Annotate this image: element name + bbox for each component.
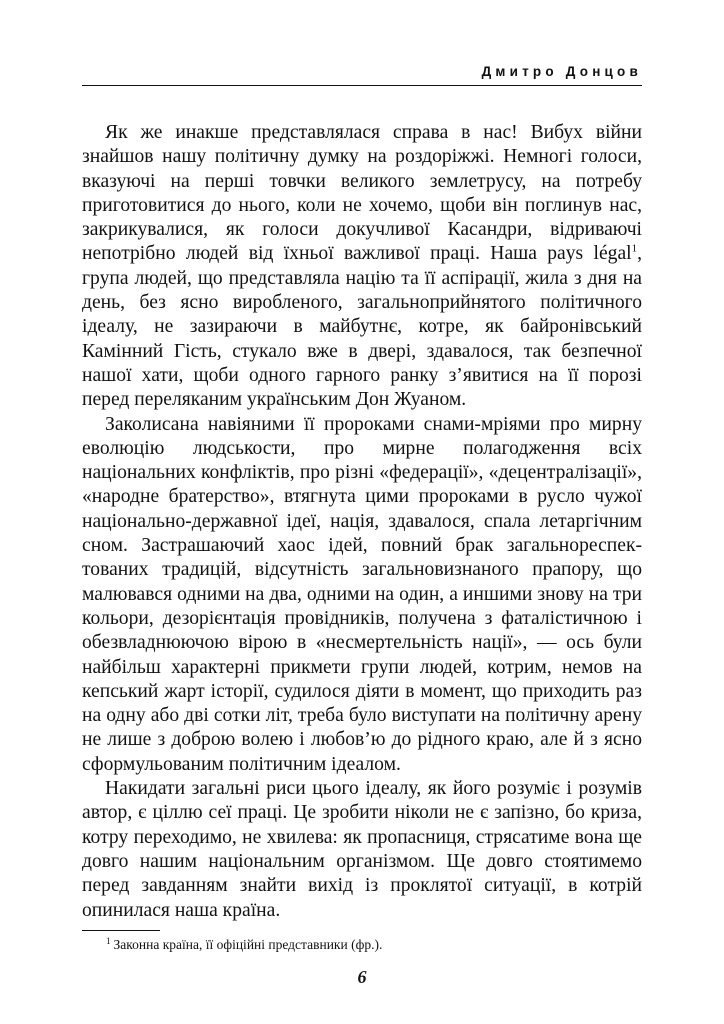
paragraph-1-text-b: , група людей, що представляла націю та її аспірації, жила з дня на день, без ясно виробленого, загальноприйнятого політичного ідеалу, не зазираючи в майбутнє, котре, як байронівський Камінний Гість, стукало вже в двері, здавалося, так безпечної нашої хати, щоби одного гарного ранку з’явитися на її порозі перед переляканим українським Дон Жуаном. [82,243,642,411]
footnote-mark: 1 [106,935,111,946]
footnote-reference: 1 [631,242,638,255]
running-head-author: Дмитро Донцов [481,64,642,79]
body-text [82,121,642,923]
paragraph-2-text-a: Заколисана навіяними її пророками снами-мріями про мирну еволюцію людськости, про мирне полагодження всіх національних конфліктів, про різні «федерації», «децентралізації», «народне братерство», втягнута цими пророками в русло чужої національно-державної ідеї, нація, здавалося, спала летаргічним сном. Застрашаючий хаос ідей, повний брак загальнореспек- [82,413,642,557]
footnote-rule [82,930,160,931]
footnote [106,936,636,954]
paragraph-3: Накидати загальні риси цього ідеалу, як його розуміє і розумів автор, є ціллю сеї праці. Це зробити ніколи не є запізно, бо криза, котру переходимо, не хвилева: як пропасниця, стрясатиме вона ще довго нашим національним організмом. Ще довго стоятимемо перед завданням знайти вихід із проклятої ситуації, в котрій опинилася наша країна. [82,778,642,921]
paragraph-2-text-b: тованих традицій, відсутність загальновизнаного прапору, що малювався одними на два, одними на один, а иншими знову на три кольори, дезорієнтація провідників, получена з фаталістичною і обезвладнюючою вірою в «несмертельність нації», — ось були найбільш характерні прикмети групи людей, котрим, немов на кепський жарт історії, судилося діяти в момент, що приходить раз на одну або дві сотки літ, треба було виступати на політичну арену не лише з доброю волею і любов’ю до рідного краю, але й з ясно сформульованим політичним ідеалом. [82,559,642,775]
paragraph-1-text-a: Як же инакше представлялася справа в нас! Вибух війни знайшов нашу політичну думку на роздоріжжі. Немногі голоси, вказуючі на перші товчки великого землетрусу, на потребу приготовитися до нього, коли не хочемо, щоби він поглинув нас, закрикувалися, як голоси докучливої Касандри, відриваючі непотрібно людей від їхньої важливої праці. Наша pays légal [82,122,642,265]
running-head [82,58,642,86]
paragraph-1 [82,121,642,413]
footnote-text: Законна країна, її офіційні представники (фр.). [113,937,383,952]
page-number: 6 [357,967,367,987]
paragraph-2 [82,413,642,777]
